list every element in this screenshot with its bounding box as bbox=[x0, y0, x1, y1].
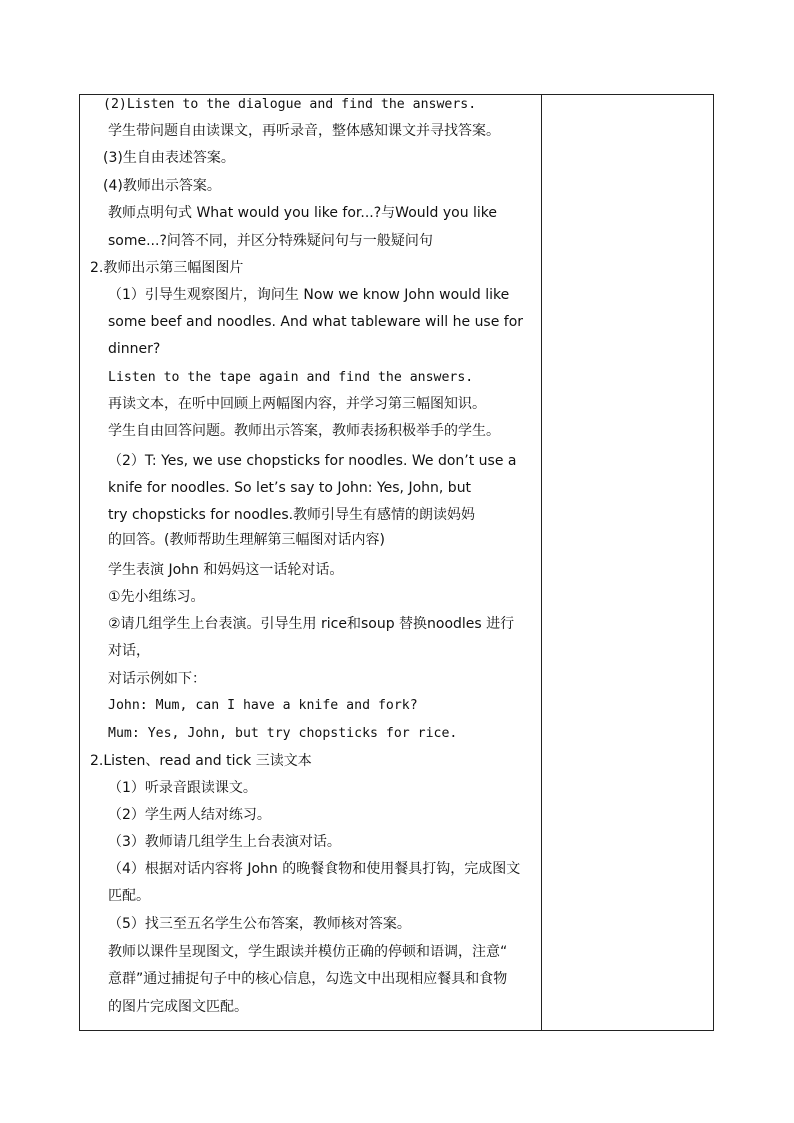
text-line: （1）引导生观察图片，询问生 Now we know John would like bbox=[108, 287, 510, 303]
text-line: dinner? bbox=[108, 341, 161, 357]
text-line: 的回答。(教师帮助生理解第三幅图对话内容) bbox=[108, 532, 385, 548]
text-line: （3）教师请几组学生上台表演对话。 bbox=[108, 834, 341, 850]
text-line: 教师点明句式 What would you like for...?与Would you like bbox=[108, 205, 498, 221]
text-line: some beef and noodles. And what tableware will he use for bbox=[108, 314, 524, 330]
text-line: 2.Listen、read and tick 三读文本 bbox=[90, 753, 312, 769]
text-line: 对话示例如下： bbox=[108, 671, 206, 687]
text-line: (4)教师出示答案。 bbox=[103, 178, 221, 194]
lesson-content-cell bbox=[80, 94, 540, 1031]
text-line: （2）学生两人结对练习。 bbox=[108, 807, 271, 823]
text-line: some...?问答不同，并区分特殊疑问句与一般疑问句 bbox=[108, 233, 433, 249]
text-line: (3)生自由表述答案。 bbox=[103, 150, 235, 166]
text-line: 再读文本，在听中回顾上两幅图内容，并学习第三幅图知识。 bbox=[108, 396, 486, 412]
text-line: (2)Listen to the dialogue and find the answers. bbox=[103, 97, 477, 112]
text-line: （1）听录音跟读课文。 bbox=[108, 780, 257, 796]
text-line: 教师以课件呈现图文，学生跟读并模仿正确的停顿和语调，注意“ bbox=[108, 944, 508, 960]
text-line: （4）根据对话内容将 John 的晚餐食物和使用餐具打钩，完成图文 bbox=[108, 861, 521, 877]
text-line: 2.教师出示第三幅图图片 bbox=[90, 260, 244, 276]
text-line: Listen to the tape again and find the answers. bbox=[108, 370, 474, 385]
text-line: knife for noodles. So let’s say to John: Yes, John, but bbox=[108, 480, 472, 496]
text-line: 的图片完成图文匹配。 bbox=[108, 999, 248, 1015]
text-line: 对话， bbox=[108, 643, 150, 659]
text-line: 匹配。 bbox=[108, 888, 150, 904]
text-line: John: Mum, can I have a knife and fork? bbox=[108, 698, 418, 713]
text-line: Mum: Yes, John, but try chopsticks for rice. bbox=[108, 726, 458, 741]
text-line: ②请几组学生上台表演。引导生用 rice和soup 替换noodles 进行 bbox=[108, 616, 515, 632]
text-line: 学生带问题自由读课文，再听录音，整体感知课文并寻找答案。 bbox=[108, 123, 500, 139]
notes-cell bbox=[542, 95, 713, 1030]
text-line: try chopsticks for noodles.教师引导生有感情的朗读妈妈 bbox=[108, 507, 476, 523]
text-line: （5）找三至五名学生公布答案，教师核对答案。 bbox=[108, 916, 411, 932]
text-line: 学生表演 John 和妈妈这一话轮对话。 bbox=[108, 562, 344, 578]
text-line: 意群”通过捕捉句子中的核心信息，勾选文中出现相应餐具和食物 bbox=[108, 971, 508, 987]
text-line: 学生自由回答问题。教师出示答案，教师表扬积极举手的学生。 bbox=[108, 423, 500, 439]
text-line: （2）T: Yes, we use chopsticks for noodles. We don’t use a bbox=[108, 453, 517, 469]
text-line: ①先小组练习。 bbox=[108, 589, 205, 605]
